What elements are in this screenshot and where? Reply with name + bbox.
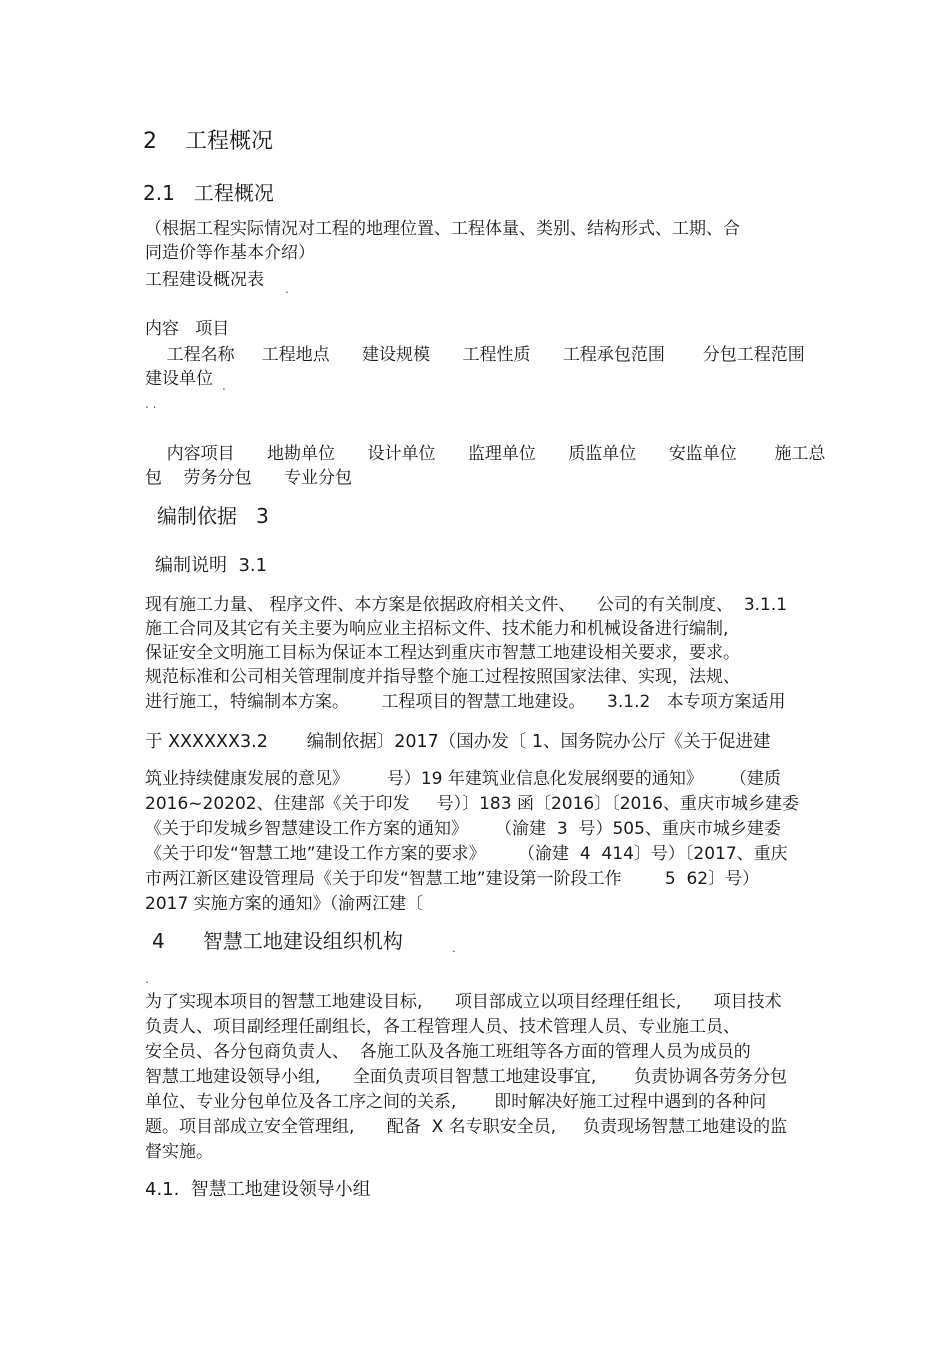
para2-line-5: 市两江新区建设管理局《关于印发“智慧工地”建设第一阶段工作 5 62〕号）: [145, 869, 760, 889]
para3-line-2: 负责人、项目副经理任副组长，各工程管理人员、技术管理人员、专业施工员、: [145, 1017, 740, 1037]
para1-line-4: 规范标准和公司相关管理制度并指导整个施工过程按照国家法律、实现，法规、: [145, 667, 740, 687]
para3-line-5: 单位、专业分包单位及各工序之间的关系, 即时解决好施工过程中遇到的各种问: [145, 1092, 767, 1112]
section-2-1-heading: 2.1 工程概况: [143, 181, 274, 205]
para3-line-6: 题。项目部成立安全管理组, 配备 X 名专职安全员, 负责现场智慧工地建设的监: [145, 1117, 788, 1137]
table-title: 工程建设概况表: [145, 270, 264, 290]
table2-row1-line1: 内容项目 地勘单位 设计单位 监理单位 质监单位 安监单位 施工总: [145, 444, 826, 464]
para3-line-4: 智慧工地建设领导小组, 全面负责项目智慧工地建设事宜, 负责协调各劳务分包: [145, 1067, 788, 1087]
para1-line-1: 现有施工力量、 程序文件、本方案是依据政府相关文件、 公司的有关制度、 3.1.1: [145, 595, 788, 615]
table2-row1-line2: 包 劳务分包 专业分包: [145, 468, 353, 488]
para2-line-4: 《关于印发“智慧工地”建设工作方案的要求》 （渝建 4 414〕号）〔2017、重庆: [145, 844, 788, 864]
section-3-heading: 编制依据 3: [157, 504, 269, 528]
para3-line-7: 督实施。: [145, 1142, 213, 1162]
para2-line-3: 《关于印发城乡智慧建设工作方案的通知》 （渝建 3 号）505、重庆市城乡建委: [145, 819, 781, 839]
stray-dot: .: [452, 941, 456, 955]
section-4-1-heading: 4.1. 智慧工地建设领导小组: [145, 1179, 371, 1200]
para1-line-3: 保证安全文明施工目标为保证本工程达到重庆市智慧工地建设相关要求，要求。: [145, 643, 740, 663]
table1-row1-line1: 工程名称 工程地点 建设规模 工程性质 工程承包范围 分包工程范围: [145, 345, 805, 365]
section-2-heading: 2 工程概况: [143, 129, 273, 154]
stray-dot: .: [222, 379, 226, 393]
intro-line-1: （根据工程实际情况对工程的地理位置、工程体量、类别、结构形式、工期、合: [145, 219, 740, 239]
table1-head: 内容 项目: [145, 319, 230, 339]
para1-line-5: 进行施工，特编制本方案。 工程项目的智慧工地建设。 3.1.2 本专项方案适用: [145, 692, 786, 712]
section-3-1-heading: 编制说明 3.1: [155, 555, 268, 576]
para2-line-1: 筑业持续健康发展的意见》 号）19 年建筑业信息化发展纲要的通知》 （建质: [145, 769, 781, 789]
section-4-heading: 4 智慧工地建设组织机构: [152, 929, 403, 953]
stray-dot: . .: [145, 397, 157, 411]
para1-line-2: 施工合同及其它有关主要为响应业主招标文件、技术能力和机械设备进行编制,: [145, 619, 729, 639]
para2-line-6: 2017 实施方案的通知》（渝两江建〔: [145, 894, 424, 914]
stray-dot: .: [145, 972, 149, 986]
intro-line-2: 同造价等作基本介绍）: [145, 243, 315, 263]
stray-dot: .: [285, 282, 289, 296]
section-3-2-line: 于 XXXXXX3.2 编制依据〕2017（国办发〔 1、国务院办公厅《关于促进建: [145, 732, 771, 752]
para2-line-2: 2016~20202、住建部《关于印发 号）〕183 函〔2016〕〔2016、重庆市城乡建委: [145, 794, 799, 814]
para3-line-3: 安全员、各分包商负责人、 各施工队及各施工班组等各方面的管理人员为成员的: [145, 1042, 751, 1062]
para3-line-1: 为了实现本项目的智慧工地建设目标, 项目部成立以项目经理任组长, 项目技术: [145, 992, 782, 1012]
table1-row1-line2: 建设单位: [145, 369, 213, 389]
